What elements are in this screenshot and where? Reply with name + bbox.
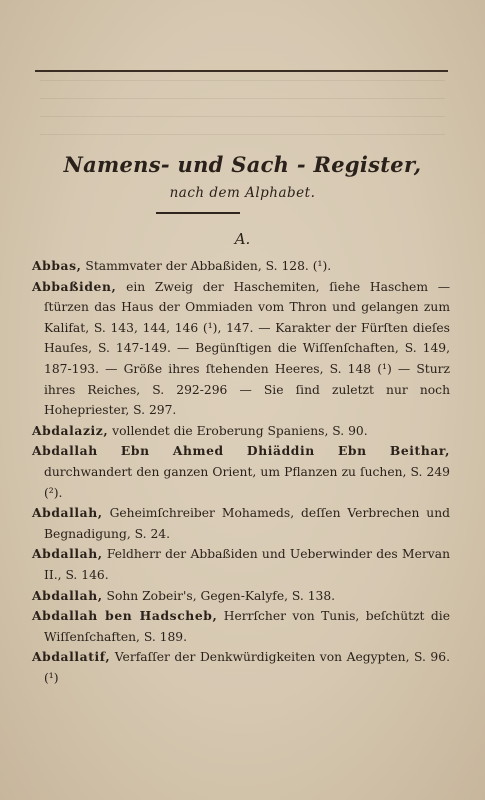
header-rule	[35, 70, 448, 72]
entry-text: ein Zweig der Haschemiten, ſiehe Haschem — ſtürzen das Haus der Ommiaden vom Thron und gelangen zum Kalifat, S. 143, 144, 146 (¹), 147. — Karakter der Fürſten dieſes Hauſes, S. 147-149. — Begünſtigen die Wiſſenſchaften, S. 149, 187-193. — Größe ihres ſtehenden Heeres, S. 148 (¹) — Sturz ihres Reiches, S. 292-296 — Sie ſind zuletzt nur noch Hohepriester, S. 297.	[44, 279, 450, 418]
register-entry	[32, 606, 450, 647]
bleed-through-text	[40, 80, 445, 140]
entry-head: Abbas,	[32, 258, 82, 273]
register-entries	[32, 256, 450, 688]
entry-text: Stammvater der Abbaßiden, S. 128. (¹).	[81, 259, 332, 273]
entry-head: Abdallatif,	[32, 649, 111, 665]
entry-head: Abbaßiden,	[32, 278, 117, 294]
register-entry	[32, 586, 450, 607]
title-rule	[156, 212, 240, 214]
entry-head: Abdalaziz,	[32, 422, 109, 438]
register-entry	[32, 421, 450, 442]
register-entry	[32, 441, 450, 503]
register-entry	[32, 647, 450, 688]
register-entry	[32, 256, 450, 277]
entry-head: Abdallah,	[32, 505, 103, 521]
entry-text: durchwandert den ganzen Orient, um Pflanzen zu ſuchen, S. 249 (²).	[44, 464, 450, 500]
section-letter: A.	[234, 230, 251, 248]
entry-text: Feldherr der Abbaßiden und Ueberwinder des Mervan II., S. 146.	[44, 547, 450, 582]
entry-head: Abdallah Ebn Ahmed Dhiäddin Ebn Beithar,	[32, 443, 450, 459]
entry-head: Abdallah,	[32, 546, 103, 562]
entry-text: vollendet die Eroberung Spaniens, S. 90.	[108, 423, 368, 438]
page-title: Namens- und Sach - Register,	[63, 152, 422, 177]
entry-text: Herrſcher von Tunis, beſchützt die Wiſſenſchaften, S. 189.	[44, 609, 450, 644]
entry-head: Abdallah,	[32, 587, 103, 603]
register-entry	[32, 544, 450, 585]
page-subtitle: nach dem Alphabet.	[169, 185, 316, 201]
entry-head: Abdallah ben Hadscheb,	[32, 608, 218, 624]
entry-text: Verfaſſer der Denkwürdigkeiten von Aegypten, S. 96. (¹)	[44, 650, 450, 685]
register-entry	[32, 277, 450, 421]
register-entry	[32, 503, 450, 544]
entry-text: Geheimſchreiber Mohameds, deſſen Verbrechen und Begnadigung, S. 24.	[44, 506, 450, 541]
entry-text: Sohn Zobeir's, Gegen-Kalyfe, S. 138.	[102, 588, 336, 603]
